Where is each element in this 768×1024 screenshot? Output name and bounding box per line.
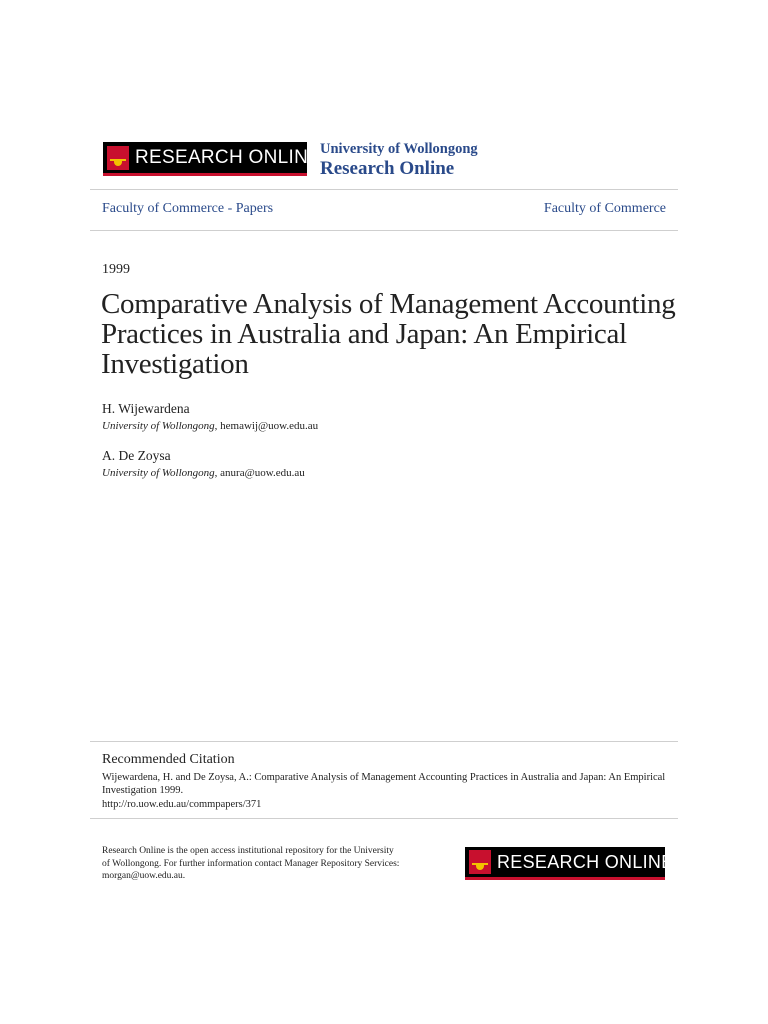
divider-nav (90, 230, 678, 231)
footer-research-online-logo[interactable] (465, 847, 674, 877)
faculty-link[interactable]: Faculty of Commerce (543, 201, 666, 216)
publication-year: 1999 (102, 262, 130, 277)
author-affiliation (102, 420, 318, 432)
paper-title: Comparative Analysis of Management Accounting Practices in Australia and Japan: An Empirical Investigation (101, 288, 676, 380)
logo-underline (103, 173, 307, 176)
author-name: H. Wijewardena (102, 401, 190, 416)
citation-text: Wijewardena, H. and De Zoysa, A.: Comparative Analysis of Management Accounting Practices in Australia and Japan: An Empirical Investigation 1999. (102, 772, 666, 796)
affiliation-name: University of Wollongong (102, 420, 215, 432)
uow-crest-icon (469, 850, 491, 874)
research-online-logo[interactable] (103, 142, 322, 173)
logo-underline (465, 877, 665, 880)
author-affiliation (102, 467, 305, 479)
author-email[interactable]: , anura@uow.edu.au (214, 467, 305, 479)
divider-top (90, 189, 678, 190)
uow-crest-icon (107, 146, 129, 170)
faculty-papers-link[interactable]: Faculty of Commerce - Papers (102, 201, 274, 216)
university-name: University of Wollongong (320, 141, 478, 157)
citation-heading: Recommended Citation (102, 752, 235, 767)
repository-name: Research Online (320, 158, 455, 179)
logo-text: RESEARCH ONLINE (497, 851, 674, 872)
logo-text: RESEARCH ONLINE (135, 146, 322, 168)
author-email[interactable]: , hemawij@uow.edu.au (214, 420, 319, 432)
repository-title[interactable] (320, 140, 478, 180)
citation-url[interactable]: http://ro.uow.edu.au/commpapers/371 (102, 799, 262, 810)
divider-citation (90, 741, 678, 742)
author-name: A. De Zoysa (102, 448, 171, 463)
affiliation-name: University of Wollongong (102, 467, 215, 479)
repository-notice: Research Online is the open access institutional repository for the University of Wollongong. For further information contact Manager Repository Services: morgan@uow.edu.au. (102, 846, 400, 881)
divider-footer (90, 818, 678, 819)
